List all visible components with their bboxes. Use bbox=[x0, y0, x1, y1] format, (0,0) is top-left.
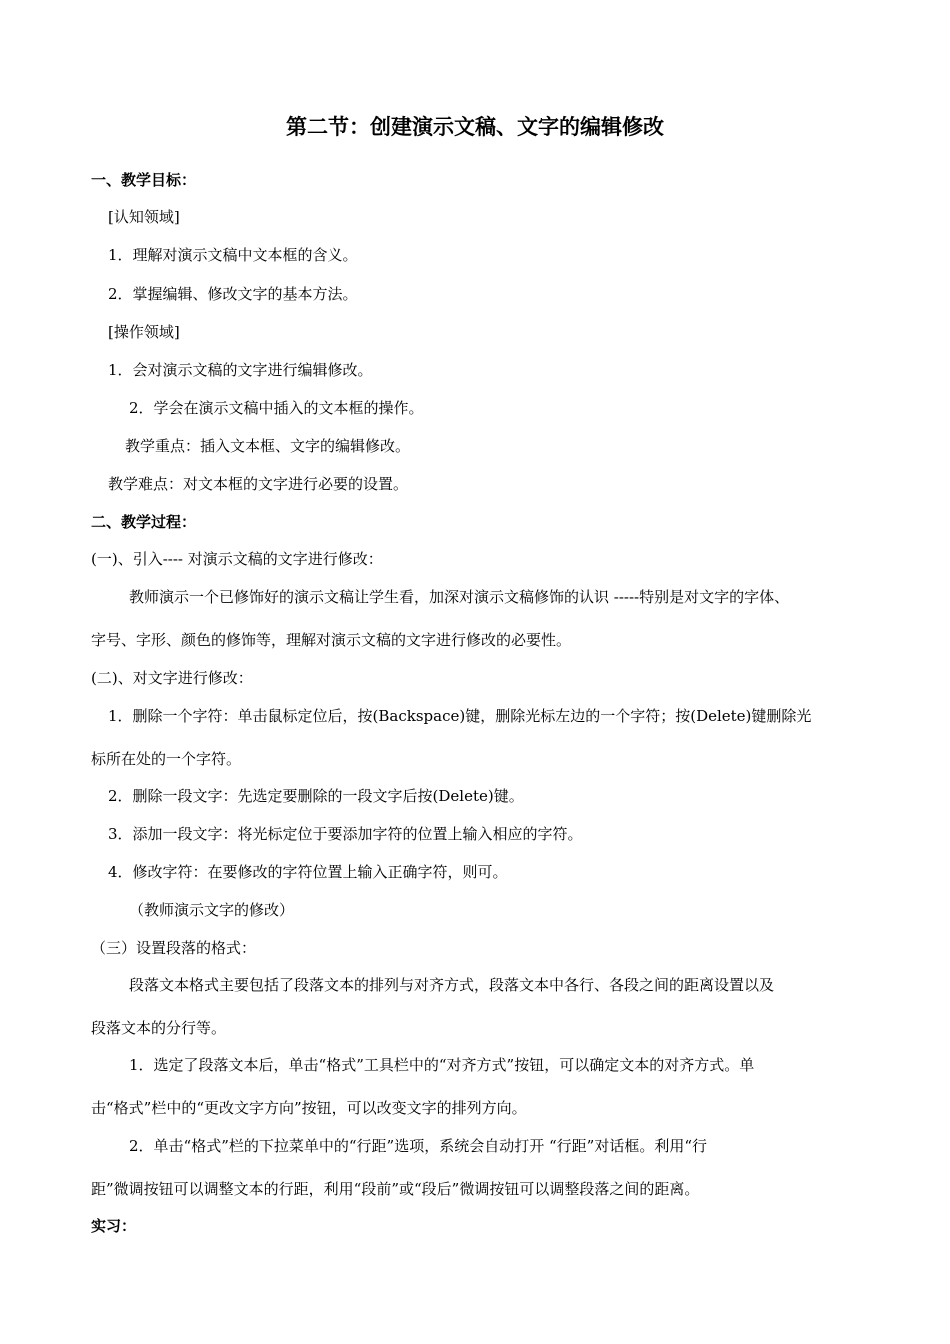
part2-heading: (二)、对文字进行修改： bbox=[91, 669, 253, 687]
part3-paragraph-line2: 段落文本的分行等。 bbox=[91, 1019, 227, 1037]
part1-heading: (一)、引入---- 对演示文稿的文字进行修改： bbox=[91, 550, 383, 568]
part2-note: （教师演示文字的修改） bbox=[129, 901, 295, 919]
cognitive-label: [认知领域] bbox=[108, 208, 180, 226]
cognitive-item-2: 2．掌握编辑、修改文字的基本方法。 bbox=[108, 285, 358, 303]
part2-item-3: 3．添加一段文字：将光标定位于要添加字符的位置上输入相应的字符。 bbox=[108, 825, 583, 843]
part3-item2-line1: 2．单击“格式”栏的下拉菜单中的“行距”选项，系统会自动打开 “行距”对话框。利用“行 bbox=[129, 1137, 707, 1155]
part3-item1-line2: 击“格式”栏中的“更改文字方向”按钮，可以改变文字的排列方向。 bbox=[91, 1099, 527, 1117]
key-point: 教学重点：插入文本框、文字的编辑修改。 bbox=[125, 437, 411, 455]
part1-paragraph-line1: 教师演示一个已修饰好的演示文稿让学生看，加深对演示文稿修饰的认识 -----特别是对文字的字体、 bbox=[129, 588, 790, 606]
cognitive-item-1: 1．理解对演示文稿中文本框的含义。 bbox=[108, 246, 358, 264]
operation-item-2: 2．学会在演示文稿中插入的文本框的操作。 bbox=[129, 399, 424, 417]
section1-heading: 一、教学目标： bbox=[91, 171, 197, 189]
page-title: 第二节：创建演示文稿、文字的编辑修改 bbox=[286, 114, 664, 139]
part2-item-2: 2．删除一段文字：先选定要删除的一段文字后按(Delete)键。 bbox=[108, 787, 524, 805]
part2-item-4: 4．修改字符：在要修改的字符位置上输入正确字符，则可。 bbox=[108, 863, 508, 881]
part2-item-1-cont: 标所在处的一个字符。 bbox=[91, 750, 242, 768]
section2-heading: 二、教学过程： bbox=[91, 513, 197, 531]
practice-heading: 实习： bbox=[91, 1217, 137, 1235]
part3-item2-line2: 距”微调按钮可以调整文本的行距，利用“段前”或“段后”微调按钮可以调整段落之间的距离。 bbox=[91, 1180, 700, 1198]
part1-paragraph-line2: 字号、字形、颜色的修饰等，理解对演示文稿的文字进行修改的必要性。 bbox=[91, 631, 572, 649]
part3-paragraph-line1: 段落文本格式主要包括了段落文本的排列与对齐方式，段落文本中各行、各段之间的距离设置以及 bbox=[129, 976, 775, 994]
difficulty: 教学难点：对文本框的文字进行必要的设置。 bbox=[108, 475, 409, 493]
part2-item-1: 1．删除一个字符：单击鼠标定位后，按(Backspace)键，删除光标左边的一个字符；按(Delete)键删除光 bbox=[108, 707, 812, 725]
part3-item1-line1: 1．选定了段落文本后，单击“格式”工具栏中的“对齐方式”按钮，可以确定文本的对齐方式。单 bbox=[129, 1056, 755, 1074]
operation-label: [操作领域] bbox=[108, 323, 180, 341]
operation-item-1: 1．会对演示文稿的文字进行编辑修改。 bbox=[108, 361, 373, 379]
part3-heading: （三）设置段落的格式： bbox=[91, 939, 257, 957]
